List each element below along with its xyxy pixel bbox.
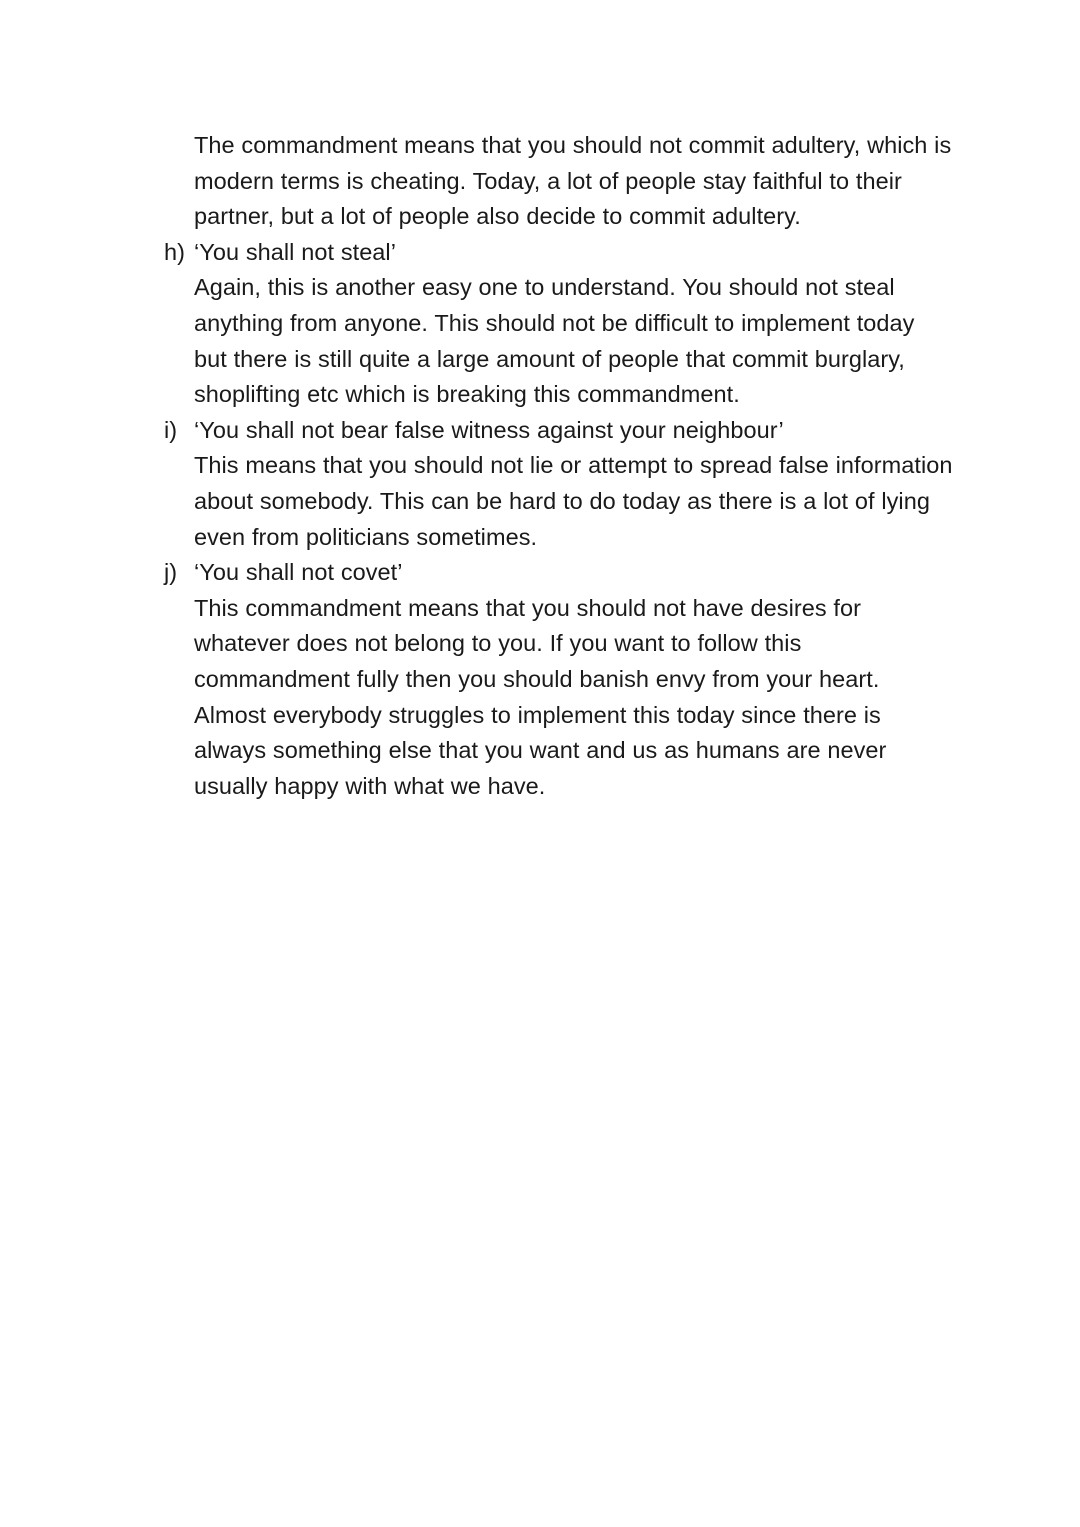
list-item-heading: ‘You shall not covet’ bbox=[194, 559, 403, 586]
list-item-text: This means that you should not lie or attempt to spread false information about somebody. This can be hard to do today as there is a lot of lying even from politicians sometimes. bbox=[194, 452, 953, 550]
list-item-marker: j) bbox=[164, 559, 178, 586]
list-item-heading: ‘You shall not steal’ bbox=[194, 238, 396, 265]
list-item-text: This commandment means that you should not have desires for whatever does not belong to you. If you want to follow this commandment fully then you should banish envy from your heart. Almost everybody struggles to implement this today since there is always something else that you want and us as humans are never usually happy with what we have. bbox=[194, 594, 887, 799]
list-item bbox=[164, 413, 954, 555]
list-item-marker: i) bbox=[164, 416, 178, 443]
commandments-list bbox=[164, 235, 954, 805]
intro-paragraph: The commandment means that you should not commit adultery, which is modern terms is cheating. Today, a lot of people stay faithful to their partner, but a lot of people also decide to commit adultery. bbox=[194, 132, 952, 230]
list-item-heading: ‘You shall not bear false witness against your neighbour’ bbox=[194, 416, 784, 443]
list-item bbox=[164, 555, 954, 804]
list-item-marker: h) bbox=[164, 238, 185, 265]
list-item-text: Again, this is another easy one to understand. You should not steal anything from anyone. This should not be difficult to implement today but there is still quite a large amount of people that commit burglary, shoplifting etc which is breaking this commandment. bbox=[194, 274, 915, 408]
document-body bbox=[164, 128, 954, 804]
list-item bbox=[164, 235, 954, 413]
